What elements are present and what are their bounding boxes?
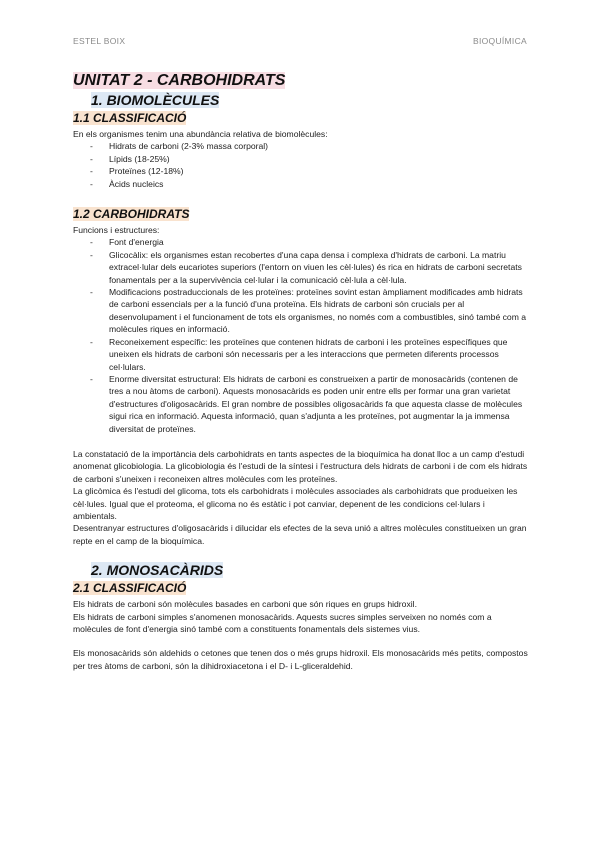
unit-title: UNITAT 2 - CARBOHIDRATS bbox=[73, 72, 286, 89]
paragraph: Els monosacàrids són aldehids o cetones que tenen dos o més grups hidroxil. Els monosacàrids més petits, compostos per tres àtoms de carboni, són la dihidroxiacetona i el D- i L-gliceraldehid. bbox=[73, 648, 528, 671]
header-author: ESTEL BOIX bbox=[73, 36, 126, 46]
list-item: - Proteïnes (12-18%) bbox=[109, 165, 528, 177]
section-1-title: 1. BIOMOLÈCULES bbox=[91, 92, 220, 108]
paragraph: Desentranyar estructures d'oligosacàrids i dilucidar els efectes de la seva unió a altres molècules constitueixen un gran repte en el camp de la bioquímica. bbox=[73, 523, 527, 546]
list-item: - Glicocàlix: els organismes estan recobertes d'una capa densa i complexa d'hidrats de carboni. La matriu extracel·lular dels eucariotes superiors (l'entorn on viuen les cèl·lules) és rica en hidrats de carboni secretats fonamentals per a la supervivència cel·lular i la comunicació cèl·lula a cèl·lula. bbox=[109, 249, 528, 286]
glycobiology-paragraphs bbox=[73, 448, 528, 547]
paragraph: Els hidrats de carboni són molècules basades en carboni que són riques en grups hidroxil. bbox=[73, 599, 417, 610]
list-item: - Lípids (18-25%) bbox=[109, 153, 528, 165]
section-1-2-intro: Funcions i estructures: bbox=[73, 225, 160, 236]
carbohydrate-function-list bbox=[73, 236, 528, 435]
paragraph-spacer bbox=[73, 635, 528, 647]
document-body bbox=[73, 72, 528, 672]
paragraph: La constatació de la importància dels carbohidrats en tants aspectes de la bioquímica ha donat lloc a un camp d'estudi anomenat glicobiologia. La glicobiologia és l'estudi de la síntesi i l'estructura dels hidrats de carboni i de com els hidrats de carboni s'uneixen i reconeixen altres molècules com les proteïnes. bbox=[73, 448, 528, 484]
section-1-1-intro: En els organismes tenim una abundància relativa de biomolècules: bbox=[73, 129, 328, 139]
section-1-1-title: 1.1 CLASSIFICACIÓ bbox=[73, 111, 187, 125]
list-item: - Font d'energia bbox=[109, 236, 528, 248]
list-item: - Enorme diversitat estructural: Els hidrats de carboni es construeixen a partir de monosacàrids (contenen de tres a nou àtoms de carboni). Aquests monosacàrids es poden unir entre ells per formar una gran varietat d'estructures d'oligosacàrids. El gran nombre de possibles oligosacàrids fa que aquesta classe de molècules sigui rica en informació. Aquesta informació, quan s'adjunta a les proteïnes, pot augmentar la ja immensa diversitat de proteïnes. bbox=[109, 373, 528, 435]
section-2-title: 2. MONOSACÀRIDS bbox=[91, 562, 224, 579]
biomolecule-list bbox=[73, 140, 528, 190]
list-item: - Hidrats de carboni (2-3% massa corporal) bbox=[109, 140, 528, 152]
list-item: - Modificacions postraduccionals de les proteïnes: proteïnes sovint estan àmpliament modificades amb hidrats de carboni essencials per a la funció d'una proteïna. Els hidrats de carboni són crucials per al desenvolupament i el funcionament de tots els organismes, no només com a combustibles, sinó també com a molècules riques en informació. bbox=[109, 286, 528, 336]
section-1-2-title: 1.2 CARBOHIDRATS bbox=[73, 207, 190, 222]
header-subject: BIOQUÍMICA bbox=[472, 36, 527, 46]
paragraph: Els hidrats de carboni simples s'anomenen monosacàrids. Aquests sucres simples serveixen no només com a molècules de font d'energia sinó també com a constituents fonamentals dels sistemes vius. bbox=[73, 611, 492, 634]
section-2-1-title: 2.1 CLASSIFICACIÓ bbox=[73, 581, 187, 596]
list-item: - Àcids nucleics bbox=[109, 178, 528, 190]
list-item: - Reconeixement específic: les proteïnes que contenen hidrats de carboni i les proteïnes específiques que uneixen els hidrats de carboni són necessaris per a les interaccions que permeten diferents processos cel·lulars. bbox=[109, 336, 528, 373]
paragraph: La glicòmica és l'estudi del glicoma, tots els carbohidrats i molècules associades als carbohidrats que produeixen les cèl·lules. Igual que el proteoma, el glicoma no és estàtic i pot canviar, depenent de les condicions cel·lulars i ambientals. bbox=[73, 486, 518, 521]
